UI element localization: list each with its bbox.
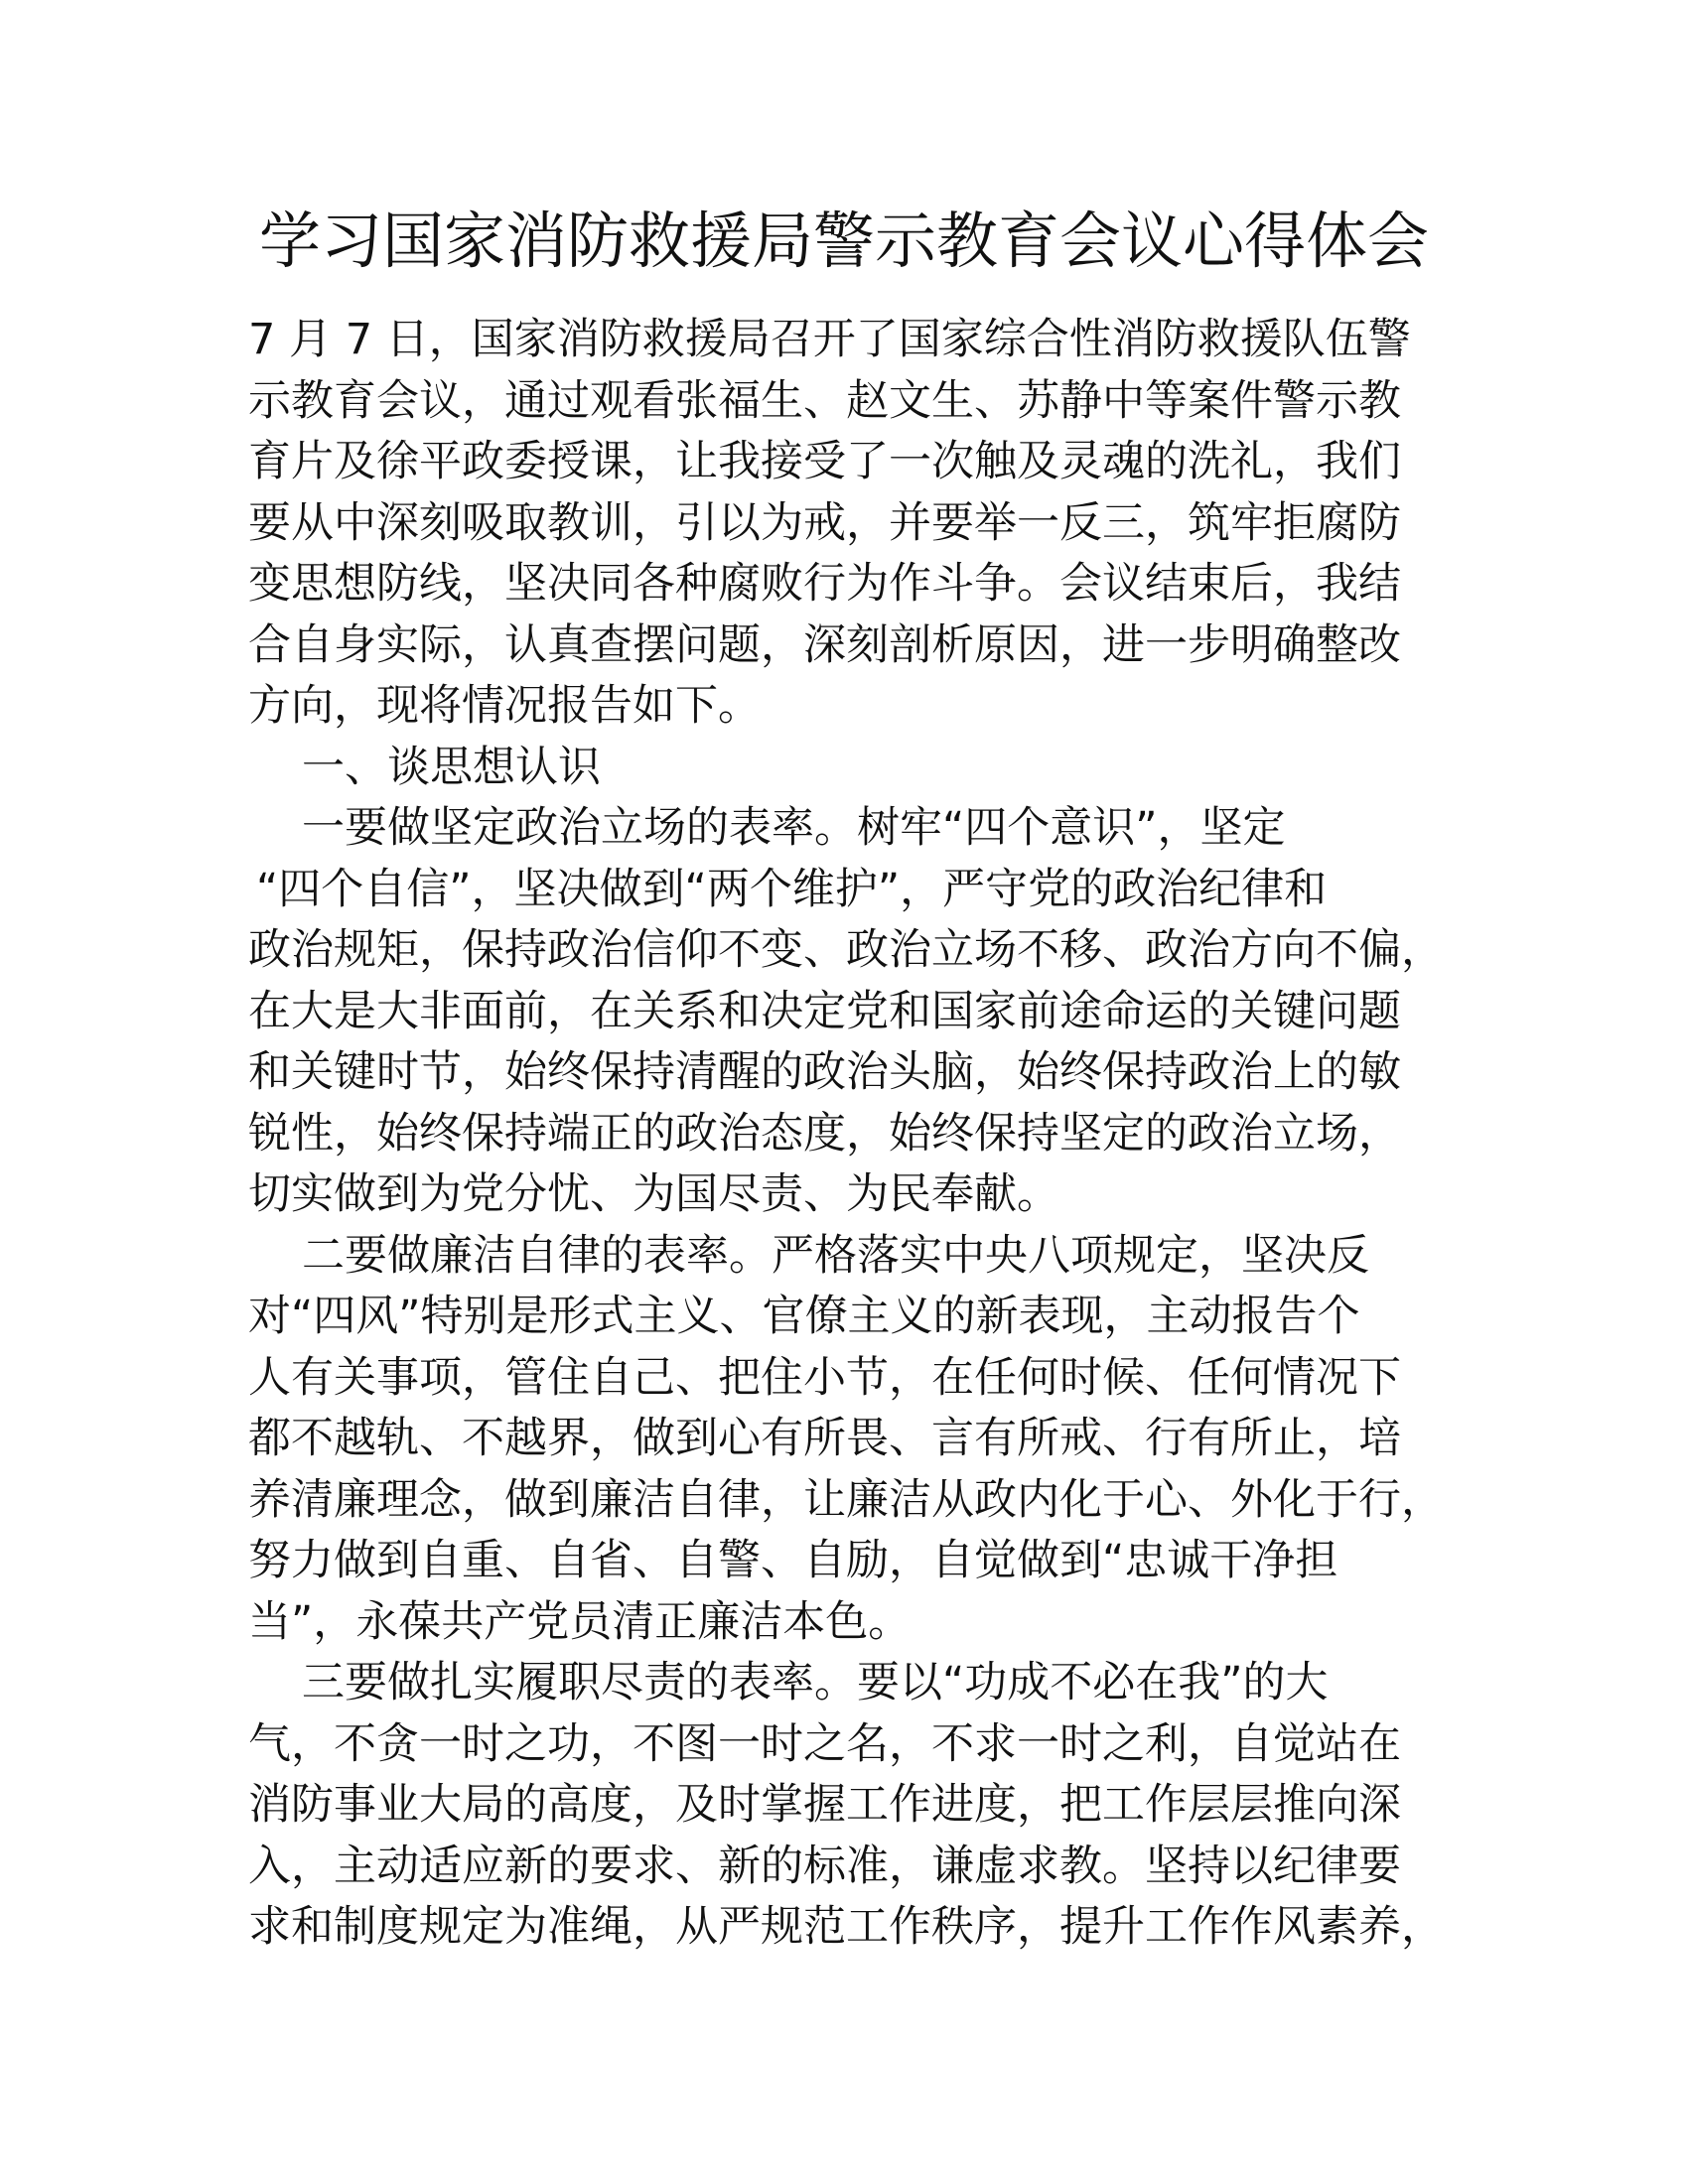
text-line: 和关键时节，始终保持清醒的政治头脑，始终保持政治上的敏: [248, 1047, 1401, 1097]
text-line: 在大是大非面前，在关系和决定党和国家前途命运的关键问题: [248, 986, 1401, 1036]
paragraph-start: 三要做扎实履职尽责的表率。要以“功成不必在我”的大: [302, 1658, 1329, 1707]
document-body: [248, 310, 1450, 1959]
text-line: 养清廉理念，做到廉洁自律，让廉洁从政内化于心、外化于行，: [248, 1474, 1444, 1525]
text-line: “四个自信”，坚决做到“两个维护”，严守党的政治纪律和: [256, 864, 1328, 914]
text-line: 求和制度规定为准绳，从严规范工作秩序，提升工作作风素养，: [248, 1902, 1444, 1952]
text-line: 气，不贪一时之功，不图一时之名，不求一时之利，自觉站在: [248, 1718, 1401, 1769]
text-line: 当”，永葆共产党员清正廉洁本色。: [248, 1596, 912, 1647]
text-line: 入，主动适应新的要求、新的标准，谦虚求教。坚持以纪律要: [248, 1841, 1401, 1891]
section-heading: 一、谈思想认识: [302, 742, 601, 792]
text-line: 都不越轨、不越界，做到心有所畏、言有所戒、行有所止，培: [248, 1414, 1401, 1463]
text-line: 变思想防线，坚决同各种腐败行为作斗争。会议结束后，我结: [248, 559, 1401, 609]
page-title: 学习国家消防救援局警示教育会议心得体会: [258, 205, 1429, 277]
text-line: 示教育会议，通过观看张福生、赵文生、苏静中等案件警示教: [248, 375, 1401, 426]
text-line: 方向，现将情况报告如下。: [248, 681, 761, 731]
text-line: 合自身实际，认真查摆问题，深刻剖析原因，进一步明确整改: [248, 619, 1401, 670]
text-line: 人有关事项，管住自己、把住小节，在任何时候、任何情况下: [248, 1352, 1401, 1403]
text-line: 7 月 7 日，国家消防救援局召开了国家综合性消防救援队伍警: [248, 315, 1411, 364]
text-line: 政治规矩，保持政治信仰不变、政治立场不移、政治方向不偏，: [248, 925, 1444, 975]
text-line: 育片及徐平政委授课，让我接受了一次触及灵魂的洗礼，我们: [248, 437, 1401, 486]
text-line: 锐性，始终保持端正的政治态度，始终保持坚定的政治立场，: [248, 1108, 1401, 1159]
text-line: 努力做到自重、自省、自警、自励，自觉做到“忠诚干净担: [248, 1536, 1338, 1585]
text-line: 消防事业大局的高度，及时掌握工作进度，把工作层层推向深: [248, 1780, 1401, 1830]
text-line: 切实做到为党分忧、为国尽责、为民奉献。: [248, 1169, 1059, 1219]
text-line: 对“四风”特别是形式主义、官僚主义的新表现，主动报告个: [248, 1292, 1360, 1341]
paragraph-start: 二要做廉洁自律的表率。严格落实中央八项规定，坚决反: [302, 1230, 1369, 1281]
text-line: 要从中深刻吸取教训，引以为戒，并要举一反三，筑牢拒腐防: [248, 497, 1401, 548]
paragraph-start: 一要做坚定政治立场的表率。树牢“四个意识”，坚定: [302, 803, 1286, 853]
